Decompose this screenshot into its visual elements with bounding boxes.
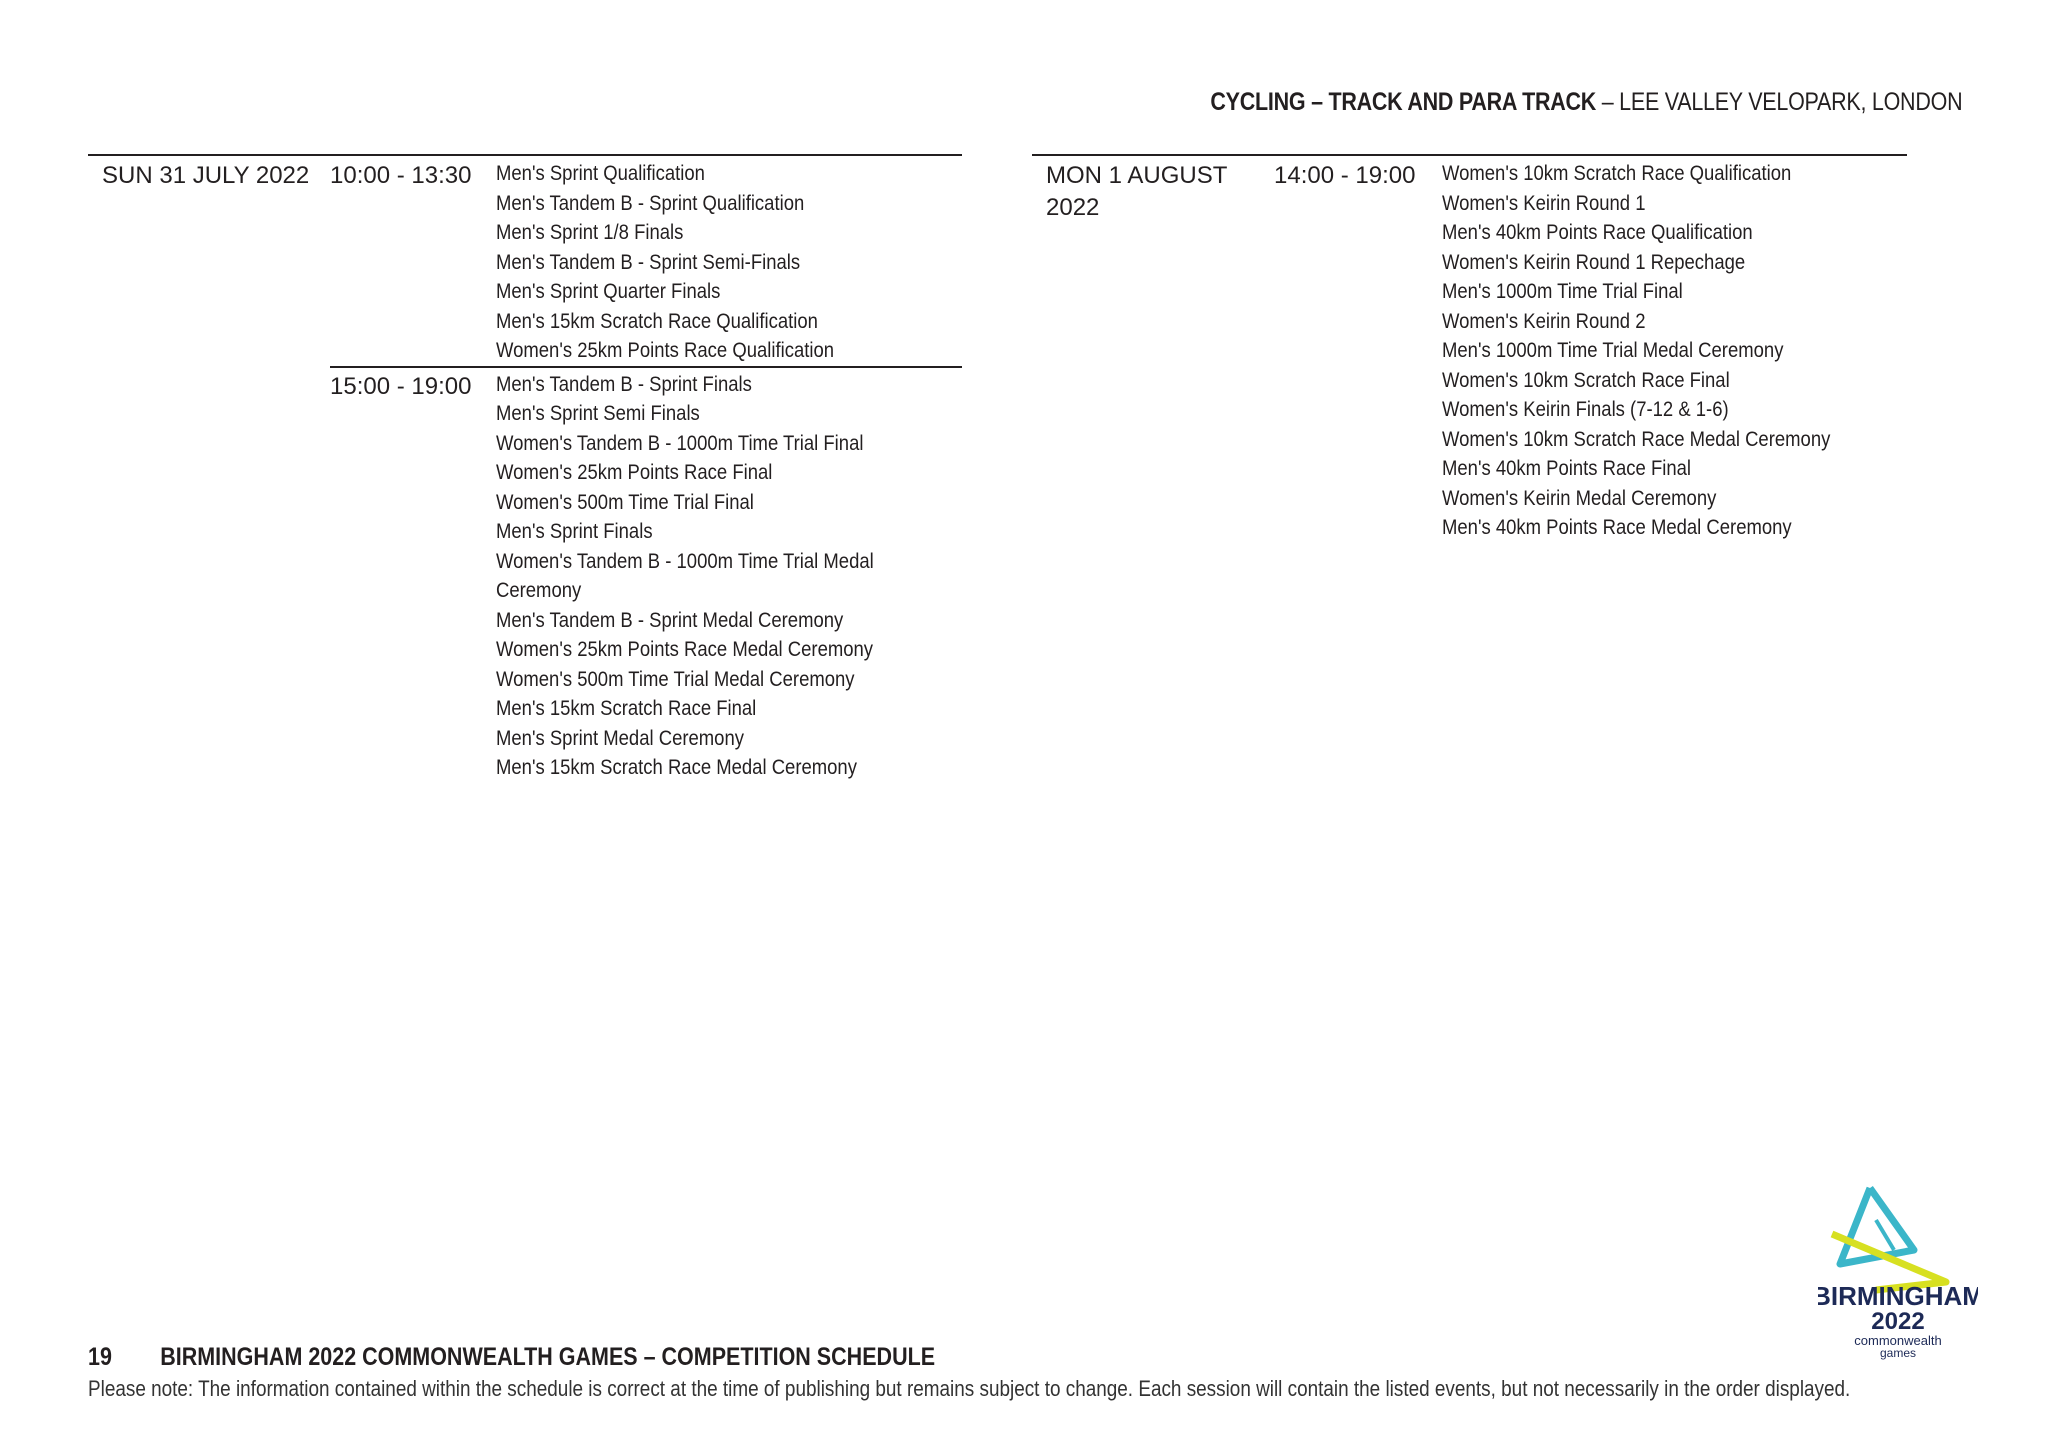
section-header: [1210, 88, 1962, 117]
day-date: SUN 31 JULY 2022: [102, 162, 310, 189]
footer-title: [88, 1343, 935, 1372]
event-item: Men's Sprint Semi Finals: [496, 402, 700, 425]
session-time: 10:00 - 13:30: [330, 162, 472, 189]
event-item: Women's 10km Scratch Race Final: [1442, 368, 1730, 392]
logo-text-year: 2022: [1871, 1308, 1925, 1335]
event-item: Men's Sprint Qualification: [496, 162, 705, 185]
venue-name: – LEE VALLEY VELOPARK, LONDON: [1601, 88, 1962, 116]
event-item: Men's Tandem B - Sprint Qualification: [496, 191, 805, 215]
event-item: Men's Tandem B - Sprint Semi-Finals: [496, 250, 801, 274]
logo-text-games: games: [1879, 1346, 1917, 1360]
session-slot: [330, 368, 962, 783]
event-item: Women's Keirin Round 1: [1442, 191, 1646, 215]
event-item: Women's Keirin Round 2: [1442, 309, 1646, 333]
day-mon-1-august: [1032, 154, 1907, 543]
event-item: Women's 25km Points Race Medal Ceremony: [496, 638, 874, 661]
event-item: Men's Sprint Finals: [496, 520, 653, 543]
event-item: Men's 40km Points Race Qualification: [1442, 221, 1753, 244]
session-slot: [1274, 154, 1907, 543]
event-item: Women's Keirin Finals (7-12 & 1-6): [1442, 398, 1729, 421]
event-item: Men's Sprint 1/8 Finals: [496, 221, 684, 244]
footer-disclaimer: Please note: The information contained within the schedule is correct at the time of publishing but remains subject to change. Each session will contain the listed events, but not necessarily in the order displayed.: [88, 1376, 1851, 1401]
event-item: Men's Tandem B - Sprint Finals: [496, 372, 752, 396]
event-list: [1442, 154, 1907, 543]
event-list: [496, 154, 962, 366]
event-item: Men's 15km Scratch Race Final: [496, 697, 757, 720]
event-item: Men's 1000m Time Trial Final: [1442, 280, 1683, 303]
event-list: [496, 368, 962, 783]
event-item: Men's 15km Scratch Race Qualification: [496, 309, 818, 333]
event-item: Women's 25km Points Race Qualification: [496, 339, 835, 362]
event-item: Men's Sprint Medal Ceremony: [496, 726, 744, 750]
event-item: Men's 15km Scratch Race Medal Ceremony: [496, 756, 857, 779]
logo-text-birmingham: BIRMINGHAM: [1818, 1281, 1978, 1311]
event-item: Men's 40km Points Race Final: [1442, 457, 1692, 480]
event-item: Women's 25km Points Race Final: [496, 461, 773, 484]
event-item: Men's 1000m Time Trial Medal Ceremony: [1442, 339, 1784, 362]
event-item: Women's 500m Time Trial Medal Ceremony: [496, 667, 855, 691]
birmingham-2022-logo: [1818, 1180, 1978, 1360]
event-item: Men's Sprint Quarter Finals: [496, 280, 721, 303]
logo-mark-icon: [1818, 1180, 1978, 1360]
logo-text-commonwealth: commonwealth: [1854, 1333, 1942, 1348]
event-item: Women's 10km Scratch Race Qualification: [1442, 162, 1792, 185]
day-sun-31-july: [88, 154, 962, 783]
session-time: 15:00 - 19:00: [330, 372, 472, 400]
event-item: Women's Keirin Round 1 Repechage: [1442, 250, 1746, 274]
day-date: MON 1 AUGUST 2022: [1046, 162, 1227, 221]
event-item: Women's 10km Scratch Race Medal Ceremony: [1442, 427, 1831, 451]
event-item: Women's 500m Time Trial Final: [496, 490, 754, 514]
event-item: Women's Keirin Medal Ceremony: [1442, 486, 1717, 510]
event-item: Men's Tandem B - Sprint Medal Ceremony: [496, 608, 844, 632]
document-title: BIRMINGHAM 2022 COMMONWEALTH GAMES – COMPETITION SCHEDULE: [160, 1343, 936, 1371]
session-time: 14:00 - 19:00: [1274, 162, 1416, 189]
event-item: Women's Tandem B - 1000m Time Trial Final: [496, 431, 864, 455]
event-item: Women's Tandem B - 1000m Time Trial Medal Ceremony: [496, 549, 874, 602]
event-item: Men's 40km Points Race Medal Ceremony: [1442, 516, 1792, 539]
session-slot: [330, 154, 962, 366]
sport-title: CYCLING – TRACK AND PARA TRACK: [1210, 88, 1596, 116]
page-number: 19: [88, 1343, 112, 1371]
